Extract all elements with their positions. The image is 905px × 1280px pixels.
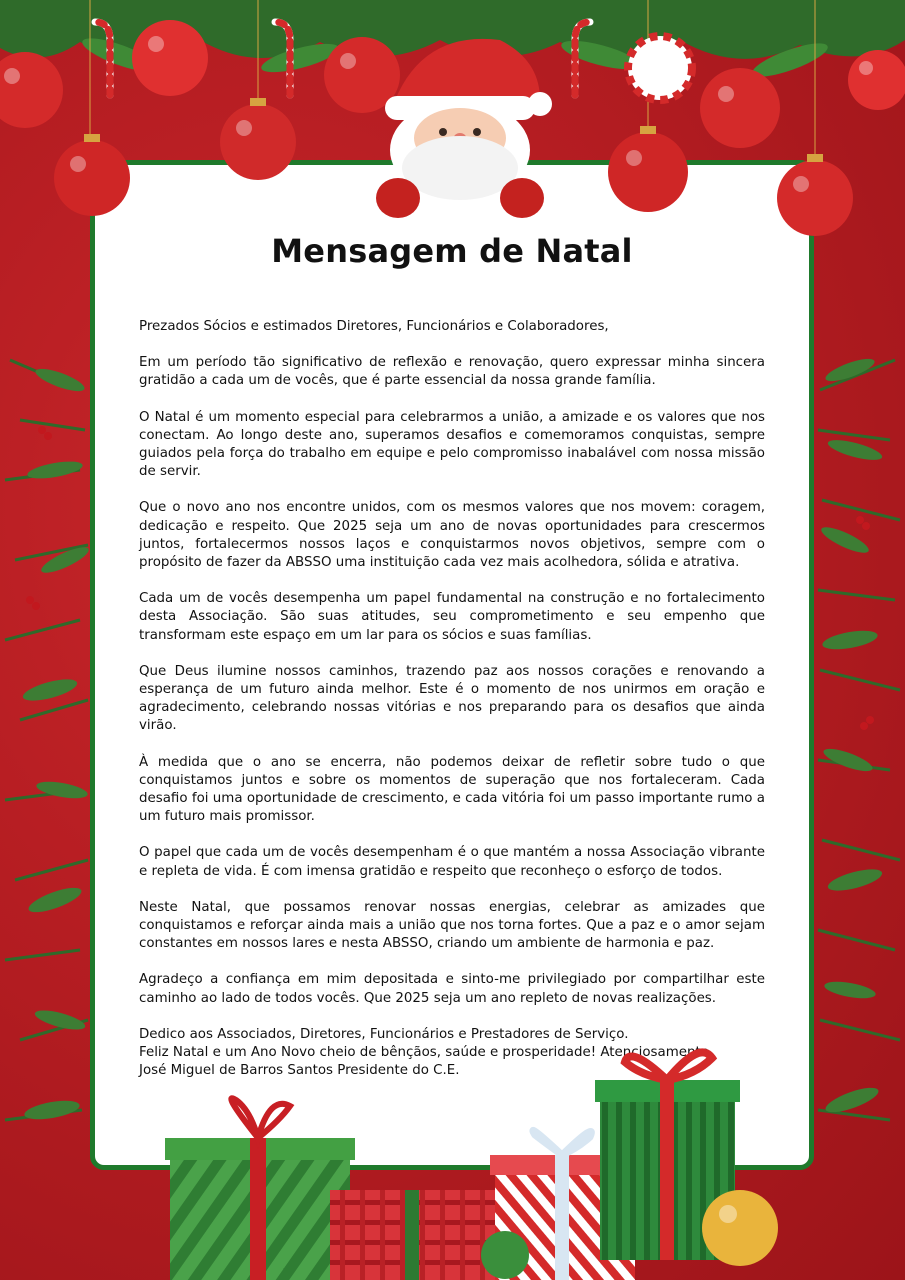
closing-line: Dedico aos Associados, Diretores, Funcionários e Prestadores de Serviço. — [139, 1026, 629, 1042]
letter-paragraph: À medida que o ano se encerra, não podemos deixar de refletir sobre tudo o que conquistamos juntos e sobre os momentos de superação que nos fortaleceram. Cada desafio foi uma oportunidade de crescimento, e cada vitória foi um passo importante rumo a um futuro mais promissor. — [139, 754, 765, 825]
letter-paragraph: Agradeço a confiança em mim depositada e sinto-me privilegiado por compartilhar este caminho ao lado de todos vocês. Que 2025 seja um ano repleto de novas realizações. — [139, 972, 765, 1006]
letter-paragraph: Neste Natal, que possamos renovar nossas energias, celebrar as amizades que conquistamos e reforçar ainda mais a união que nos torna fortes. Que a paz e o amor sejam constantes em nossos lares e nesta ABSSO, criando um ambiente de harmonia e paz. — [139, 899, 765, 952]
closing-line: Feliz Natal e um Ano Novo cheio de bênçãos, saúde e prosperidade! Atenciosamente, — [139, 1045, 714, 1061]
letter-paragraph: Que o novo ano nos encontre unidos, com os mesmos valores que nos movem: coragem, dedicação e respeito. Que 2025 seja um ano de novas oportunidades para crescermos juntos, fortalecermos nossos laços e conquistarmos novos objetivos, sempre com o propósito de fazer da ABSSO uma instituição cada vez mais acolhedora, sólida e atrativa. — [139, 500, 765, 571]
letter-greeting: Prezados Sócios e estimados Diretores, Funcionários e Colaboradores, — [139, 319, 609, 334]
letter-paragraph: O papel que cada um de vocês desempenham é o que mantém a nossa Associação vibrante e repleta de vida. É com imensa gratidão e respeito que reconheço o esforço de todos. — [139, 845, 765, 879]
green-gift-box — [165, 1098, 355, 1280]
letter-paragraph: Cada um de vocês desempenha um papel fundamental na construção e no fortalecimento desta Associação. São suas atitudes, seu comprometimento e seu empenho que transformam este espaço em um lar para os sócios e suas famílias. — [139, 591, 765, 643]
signature-line: José Miguel de Barros Santos Presidente do C.E. — [139, 1063, 460, 1079]
letter-paragraph: Em um período tão significativo de reflexão e renovação, quero expressar minha sincera gratidão a cada um de vocês, que é parte essencial da nossa grande família. — [139, 355, 765, 389]
plaid-gift-box — [330, 1190, 500, 1280]
page-title: Mensagem de Natal — [271, 232, 633, 270]
letter-paragraph: O Natal é um momento especial para celebrarmos a união, a amizade e os valores que nos conectam. Ao longo deste ano, superamos desafios e comemoramos conquistas, sempre guiados pela força do trabalho em equipe e pelo compromisso inabalável com nossa missão de servir. — [139, 409, 765, 480]
letter-paragraph: Que Deus ilumine nossos caminhos, trazendo paz aos nossos corações e renovando a esperança de um futuro ainda melhor. Este é o momento de nos unirmos em oração e agradecimento, celebrando nossas vitórias e nos preparando para os desafios que ainda virão. — [139, 663, 765, 734]
